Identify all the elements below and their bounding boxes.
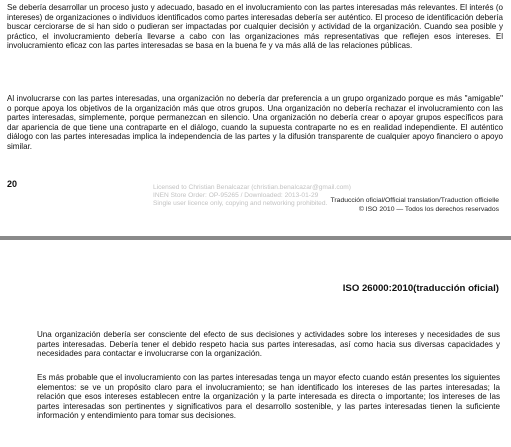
footer-copyright: © ISO 2010 — Todos los derechos reservados: [358, 206, 499, 213]
body-paragraph: Es más probable que el involucramiento con las partes interesadas tenga un mayor efecto cuando están presentes los siguientes elementos: se ve un propósito claro para el involucramiento; se han identificado los intereses de las partes interesadas; la relación que esos intereses establecen entre la organización y la parte interesada es directa o importante; los intereses de las partes interesadas son pertinentes y significativos para el desarrollo sostenible, y las partes interesadas tienen la suficiente información y entendimiento para tomar sus decisiones.: [37, 373, 500, 421]
watermark-line: INEN Store Order: OP-95265 / Downloaded: 2013-01-29: [153, 191, 319, 199]
watermark-line: Single user licence only, copying and networking prohibited.: [153, 199, 328, 207]
body-paragraph: Al involucrarse con las partes interesadas, una organización no debería dar preferencia a un grupo organizado porque es más "amigable" o porque apoya los objetivos de la organización más que otros grupos. Una organización no debería rechazar el involucramiento con las partes interesadas, simplemente, porque permanezcan en silencio. Una organización no debería crear o apoyar grupos específicos para dar apariencia de que tiene una contraparte en el diálogo, cuando la supuesta contraparte no es en realidad independiente. El auténtico diálogo con las partes interesadas implica la independencia de las partes y la difusión transparente de cualquier apoyo financiero o apoyo similar.: [7, 94, 503, 151]
page-number: 20: [7, 179, 18, 189]
document-header-title: ISO 26000:2010(traducción oficial): [342, 283, 499, 294]
footer-translation-note: Traducción oficial/Official translation/Traduction officielle: [330, 197, 499, 204]
watermark-line: Licensed to Christian Benalcazar (christian.benalcazar@gmail.com): [153, 184, 351, 191]
document-page-lower: [0, 240, 511, 447]
page-footer: [331, 196, 500, 214]
body-paragraph: Una organización debería ser consciente del efecto de sus decisiones y actividades sobre los intereses y necesidades de sus partes interesadas. Debería tener el debido respeto hacia sus partes interesadas, así como hacia sus diversas capacidades y necesidades para contactar e involucrarse con la organización.: [37, 330, 500, 359]
body-paragraph: Se debería desarrollar un proceso justo y adecuado, basado en el involucramiento con las partes interesadas más relevantes. El interés (o intereses) de organizaciones o individuos identificados como partes interesadas debería ser auténtico. El proceso de identificación debería buscar cerciorarse de si han sido o pudieran ser impactadas por cualquier decisión y actividad de la organización. Cuando sea posible y práctico, el involucramiento debería llevarse a cabo con las organizaciones más representativas que reflejen esos intereses. El involucramiento eficaz con las partes interesadas se basa en la buena fe y va más allá de las relaciones públicas.: [7, 3, 503, 51]
